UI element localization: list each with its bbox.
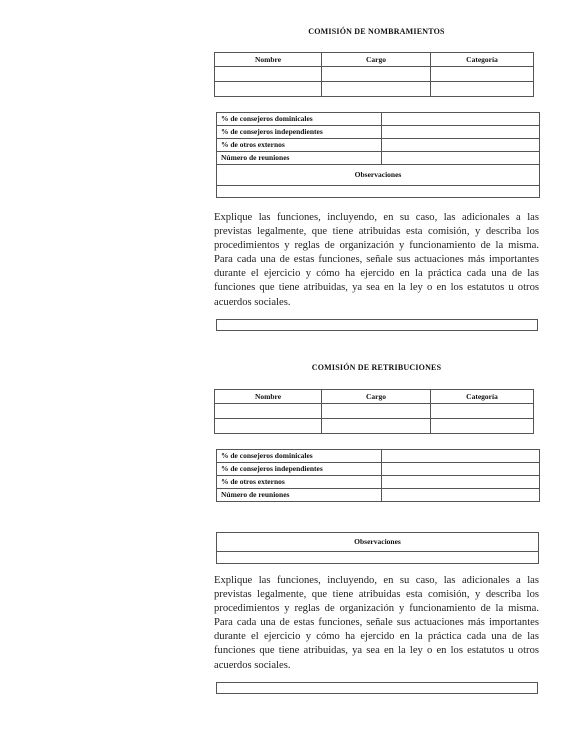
answer-field-nombramientos[interactable] [216, 319, 538, 331]
table-row [215, 82, 534, 97]
table-cell[interactable] [215, 404, 322, 419]
stats-row [217, 489, 540, 502]
stats-row [217, 113, 540, 126]
table-cell[interactable] [322, 404, 431, 419]
stats-row [217, 126, 540, 139]
table-header-row [215, 53, 534, 67]
table-cell[interactable] [431, 67, 534, 82]
instructions-paragraph-nombramientos: Explique las funciones, incluyendo, en su caso, las adicionales a las previstas legalmente, que tiene atribuidas esta comisión, y describa los procedimientos y reglas de organización y funcionamiento de la misma. Para cada una de estas funciones, señale sus actuaciones más importantes durante el ejercicio y cómo ha ejercido en la práctica cada una de las funciones que tiene atribuidas, ya sea en la ley o en los estatutos u otros acuerdos sociales. [214, 212, 539, 308]
observaciones-label: Observaciones [217, 533, 539, 552]
header-cargo: Cargo [322, 53, 431, 67]
stats-row [217, 463, 540, 476]
stats-label: Número de reuniones [217, 152, 382, 165]
table-row [215, 404, 534, 419]
stats-value-cell[interactable] [382, 139, 540, 152]
stats-table-retribuciones [216, 449, 540, 502]
stats-value-cell[interactable] [382, 450, 540, 463]
stats-value-cell[interactable] [382, 476, 540, 489]
observaciones-table-retribuciones [216, 532, 539, 564]
stats-value-cell[interactable] [382, 126, 540, 139]
stats-value-cell[interactable] [382, 463, 540, 476]
answer-field-retribuciones[interactable] [216, 682, 538, 694]
observaciones-label: Observaciones [217, 165, 540, 186]
stats-row [217, 139, 540, 152]
stats-row [217, 476, 540, 489]
stats-label: % de consejeros dominicales [217, 450, 382, 463]
table-header-row [215, 390, 534, 404]
table-cell[interactable] [431, 82, 534, 97]
table-cell[interactable] [431, 404, 534, 419]
stats-table-nombramientos [216, 112, 540, 198]
table-cell[interactable] [322, 82, 431, 97]
table-row [215, 419, 534, 434]
table-cell[interactable] [431, 419, 534, 434]
observaciones-header-row [217, 165, 540, 186]
table-cell[interactable] [215, 82, 322, 97]
stats-label: % de otros externos [217, 476, 382, 489]
instructions-paragraph-retribuciones: Explique las funciones, incluyendo, en su caso, las adicionales a las previstas legalmente, que tiene atribuidas esta comisión, y describa los procedimientos y reglas de organización y funcionamiento de la misma. Para cada una de estas funciones, señale sus actuaciones más importantes durante el ejercicio y cómo ha ejercido en la práctica cada una de las funciones que tiene atribuidas, ya sea en la ley o en los estatutos u otros acuerdos sociales. [214, 575, 539, 671]
stats-label: % de consejeros independientes [217, 463, 382, 476]
observaciones-row [217, 186, 540, 198]
header-nombre: Nombre [215, 390, 322, 404]
header-categoria: Categoría [431, 53, 534, 67]
stats-label: Número de reuniones [217, 489, 382, 502]
members-table-retribuciones [214, 389, 534, 434]
table-row [215, 67, 534, 82]
observaciones-field[interactable] [217, 552, 539, 564]
section-title-retribuciones: COMISIÓN DE RETRIBUCIONES [311, 363, 442, 372]
stats-value-cell[interactable] [382, 152, 540, 165]
observaciones-row [217, 552, 539, 564]
stats-label: % de consejeros independientes [217, 126, 382, 139]
stats-value-cell[interactable] [382, 489, 540, 502]
table-cell[interactable] [215, 419, 322, 434]
stats-row [217, 152, 540, 165]
stats-label: % de consejeros dominicales [217, 113, 382, 126]
section-title-nombramientos: COMISIÓN DE NOMBRAMIENTOS [308, 27, 445, 36]
header-categoria: Categoría [431, 390, 534, 404]
stats-label: % de otros externos [217, 139, 382, 152]
stats-row [217, 450, 540, 463]
header-nombre: Nombre [215, 53, 322, 67]
observaciones-field[interactable] [217, 186, 540, 198]
table-cell[interactable] [322, 419, 431, 434]
observaciones-header-row [217, 533, 539, 552]
table-cell[interactable] [215, 67, 322, 82]
members-table-nombramientos [214, 52, 534, 97]
table-cell[interactable] [322, 67, 431, 82]
stats-value-cell[interactable] [382, 113, 540, 126]
header-cargo: Cargo [322, 390, 431, 404]
